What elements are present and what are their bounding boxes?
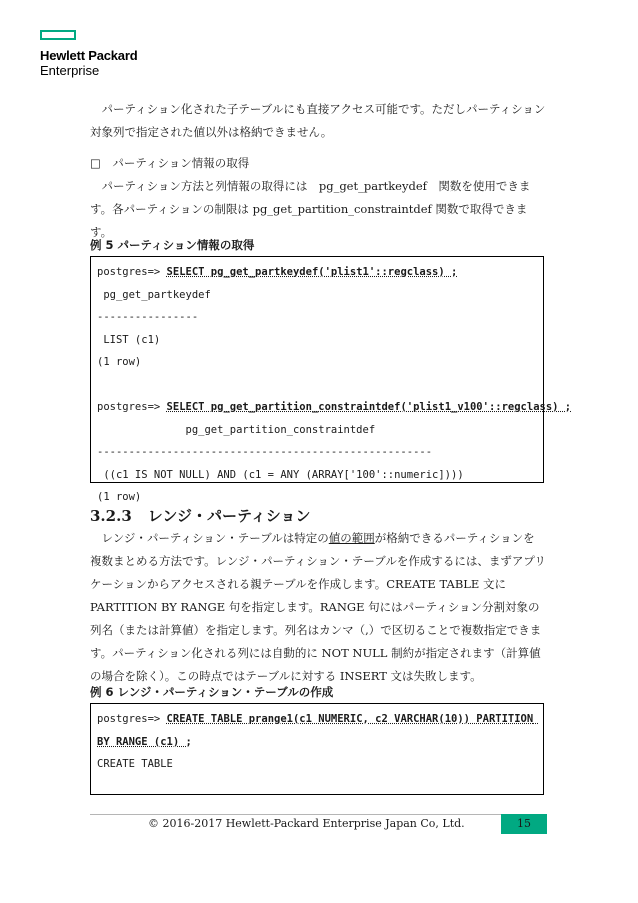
- code-line: (1 row): [97, 356, 142, 368]
- code-line: ----------------: [97, 311, 199, 323]
- hpe-logo: [40, 30, 160, 78]
- code-line: [97, 396, 572, 419]
- code-prompt: postgres=>: [97, 401, 167, 413]
- section-body-underlined: 値の範囲: [328, 531, 375, 545]
- intro-paragraph-1: パーティション化された子テーブルにも直接アクセス可能です。ただしパーティション対象列で指定された値以外は格納できません。: [90, 102, 546, 139]
- code-line: pg_get_partition_constraintdef: [97, 423, 376, 436]
- code-line: (1 row): [97, 491, 142, 503]
- code-line: CREATE TABLE: [97, 758, 173, 770]
- section-body-start: レンジ・パーティション・テーブルは特定の: [90, 531, 329, 545]
- code-prompt: postgres=>: [97, 713, 167, 725]
- code-line: [97, 374, 537, 397]
- example-6-caption: 例 6 レンジ・パーティション・テーブルの作成: [90, 685, 334, 699]
- section-title: レンジ・パーティション: [147, 507, 311, 525]
- example-5-code-block: [90, 256, 572, 503]
- code-line: ((c1 IS NOT NULL) AND (c1 = ANY (ARRAY['100'::numeric]))): [97, 468, 464, 481]
- code-command: SELECT pg_get_partkeydef('plist1'::regclass) ;: [166, 266, 458, 278]
- logo-text-line2: Enterprise: [40, 63, 100, 78]
- code-prompt: postgres=>: [97, 266, 167, 278]
- section-heading: [90, 506, 311, 526]
- section-body-rest: が格納できるパーティションを複数まとめる方法です。レンジ・パーティション・テーブルを作成するには、まずアプリケーションからアクセスされる親テーブルを作成します。CREATE TABLE 文に PARTITION BY RANGE 句を指定します。RANGE 句にはパーティション分割対象の列名（または計算値）を指定します。列名はカンマ（,）で区切ることで複数指定できます。パーティション化される列には自動的に NOT NULL 制約が指定されます（計算値の場合を除く）。この時点ではテーブルに対する INSERT 文は失敗します。: [90, 531, 546, 683]
- code-line: [97, 708, 540, 753]
- example-5-caption: 例 5 パーティション情報の取得: [90, 238, 255, 252]
- code-line: -----------------------------------------------------: [97, 446, 433, 458]
- code-line: LIST (c1): [97, 333, 161, 346]
- logo-text-line1: Hewlett Packard: [40, 48, 138, 63]
- bullet-heading: □ パーティション情報の取得: [90, 156, 250, 170]
- footer-copyright: © 2016-2017 Hewlett-Packard Enterprise Japan Co, Ltd.: [148, 817, 465, 830]
- section-body: [90, 527, 546, 688]
- code-line: pg_get_partkeydef: [97, 288, 211, 301]
- footer-divider: [90, 814, 546, 815]
- intro-paragraph-2: パーティション方法と列情報の取得には pg_get_partkeydef 関数を使用できます。各パーティションの制限は pg_get_partition_constraintdef 関数で取得できます。: [90, 179, 531, 239]
- page-number-badge: 15: [501, 814, 547, 834]
- example-6-code-block: [90, 703, 544, 795]
- code-line: [97, 261, 537, 284]
- section-number: 3.2.3: [90, 507, 132, 525]
- hpe-logo-mark: [40, 30, 76, 40]
- code-command: SELECT pg_get_partition_constraintdef('plist1_v100'::regclass) ;: [166, 401, 572, 413]
- code-command: CREATE TABLE prange1(c1 NUMERIC, c2 VARCHAR(10)) PARTITION BY RANGE (c1) ;: [97, 713, 540, 748]
